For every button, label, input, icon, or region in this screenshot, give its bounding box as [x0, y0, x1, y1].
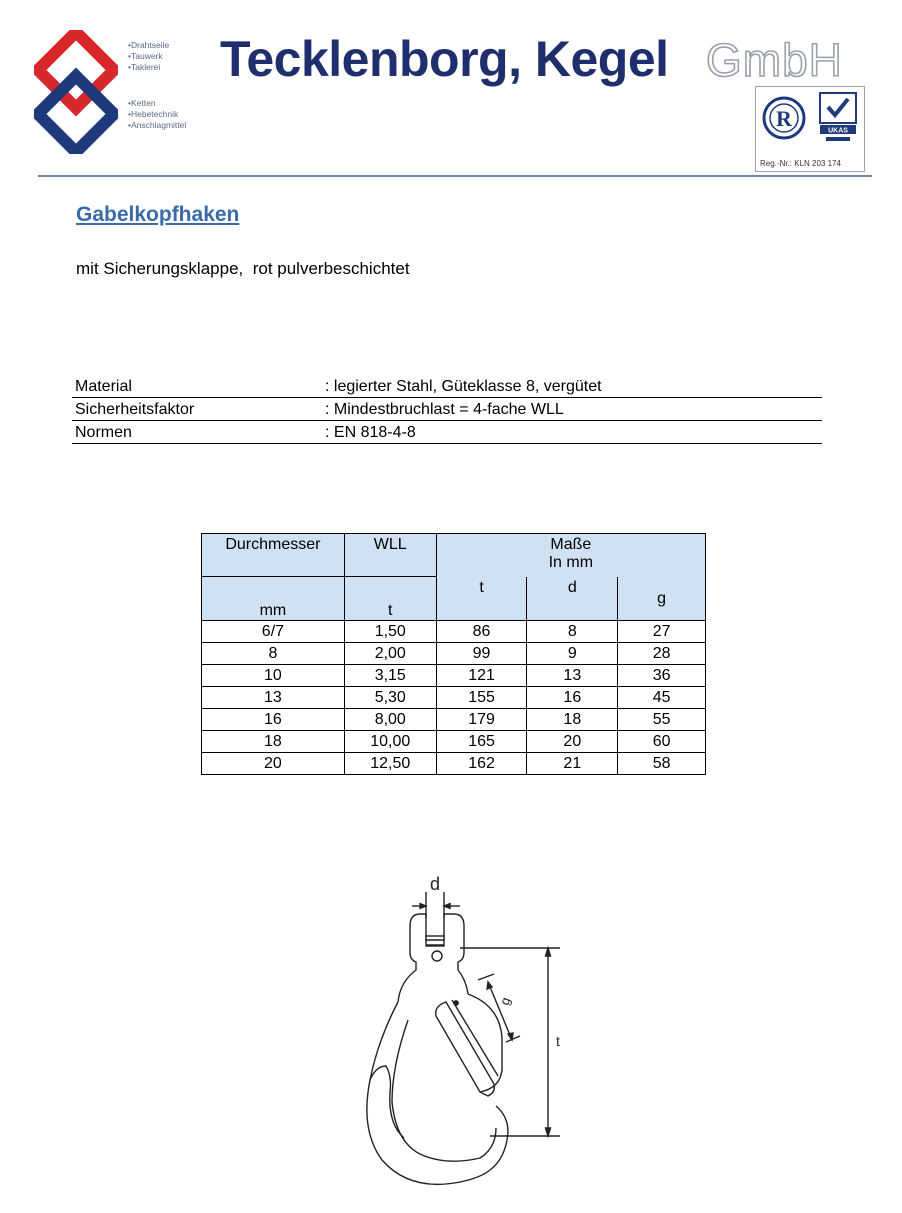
cell-g: 60	[618, 731, 706, 753]
header-wll: WLL	[344, 534, 436, 577]
services-list-ropes	[128, 40, 169, 73]
svg-text:UKAS: UKAS	[828, 127, 848, 135]
svg-text:R: R	[776, 106, 792, 131]
subheader-g: g	[618, 577, 706, 621]
table-row	[202, 709, 706, 731]
dim-label-t: t	[556, 1033, 560, 1049]
table-row	[202, 753, 706, 775]
cell-diameter: 10	[202, 665, 345, 687]
cell-d: 16	[527, 687, 618, 709]
cell-wll: 5,30	[344, 687, 436, 709]
cell-diameter: 13	[202, 687, 345, 709]
spec-value: : Mindestbruchlast = 4-fache WLL	[322, 398, 822, 421]
cell-t: 86	[436, 621, 527, 643]
cell-g: 27	[618, 621, 706, 643]
table-row	[202, 643, 706, 665]
cell-wll: 2,00	[344, 643, 436, 665]
company-name: Tecklenborg, Kegel	[220, 31, 669, 87]
subheader-t: t	[436, 577, 527, 621]
cell-wll: 10,00	[344, 731, 436, 753]
cell-t: 155	[436, 687, 527, 709]
cell-wll: 1,50	[344, 621, 436, 643]
header-dimensions-title: Maße	[550, 536, 592, 553]
cell-diameter: 20	[202, 753, 345, 775]
registration-number: Reg.-Nr.: KLN 203 174	[760, 159, 841, 168]
certification-box	[755, 86, 865, 172]
cell-d: 8	[527, 621, 618, 643]
subheader-d: d	[527, 577, 618, 621]
company-suffix: GmbH	[706, 34, 843, 86]
cell-wll: 3,15	[344, 665, 436, 687]
cell-d: 21	[527, 753, 618, 775]
header-diameter: Durchmesser	[202, 534, 345, 577]
product-title: Gabelkopfhaken	[76, 203, 240, 226]
spec-label: Normen	[72, 421, 322, 444]
dimension-table	[201, 533, 706, 775]
dimension-table-body	[202, 621, 706, 775]
cell-wll: 8,00	[344, 709, 436, 731]
cell-diameter: 16	[202, 709, 345, 731]
spec-value: : EN 818-4-8	[322, 421, 822, 444]
cell-t: 179	[436, 709, 527, 731]
dim-label-d: d	[429, 874, 441, 894]
cell-diameter: 18	[202, 731, 345, 753]
service-item: • Taklerei	[128, 62, 169, 73]
cell-g: 58	[618, 753, 706, 775]
header-divider	[38, 175, 872, 177]
service-item: • Ketten	[128, 98, 186, 109]
cell-t: 162	[436, 753, 527, 775]
cell-g: 28	[618, 643, 706, 665]
spec-label: Sicherheitsfaktor	[72, 398, 322, 421]
spec-row-safety-factor	[72, 398, 822, 421]
table-row	[202, 731, 706, 753]
unit-wll: t	[344, 577, 436, 621]
header-dimensions-unit: In mm	[548, 554, 594, 571]
spec-table	[72, 375, 822, 444]
unit-diameter: mm	[202, 577, 345, 621]
cell-t: 121	[436, 665, 527, 687]
service-item: • Drahtseile	[128, 40, 169, 51]
table-row	[202, 687, 706, 709]
spec-value: : legierter Stahl, Güteklasse 8, vergütet	[322, 375, 822, 398]
service-item: • Anschlagmittel	[128, 120, 186, 131]
cell-d: 13	[527, 665, 618, 687]
cell-diameter: 8	[202, 643, 345, 665]
services-list-chains	[128, 98, 186, 131]
ukas-badge-icon	[816, 91, 860, 149]
cell-g: 45	[618, 687, 706, 709]
service-item: • Tauwerk	[128, 51, 169, 62]
table-row	[202, 621, 706, 643]
cell-diameter: 6/7	[202, 621, 345, 643]
cell-t: 99	[436, 643, 527, 665]
spec-row-material	[72, 375, 822, 398]
cell-t: 165	[436, 731, 527, 753]
service-item: • Hebetechnik	[128, 109, 186, 120]
cell-wll: 12,50	[344, 753, 436, 775]
clevis-hook-drawing-icon	[330, 870, 570, 1195]
spec-label: Material	[72, 375, 322, 398]
cell-g: 36	[618, 665, 706, 687]
spec-row-standards	[72, 421, 822, 444]
cell-d: 18	[527, 709, 618, 731]
quality-seal-icon	[760, 91, 808, 149]
table-row	[202, 665, 706, 687]
company-logo-icon	[34, 30, 118, 154]
cell-d: 20	[527, 731, 618, 753]
cell-g: 55	[618, 709, 706, 731]
dim-label-g: g	[496, 995, 514, 1008]
product-subtitle: mit Sicherungsklappe, rot pulverbeschichtet	[76, 259, 410, 278]
header-dimensions	[436, 534, 705, 577]
cell-d: 9	[527, 643, 618, 665]
